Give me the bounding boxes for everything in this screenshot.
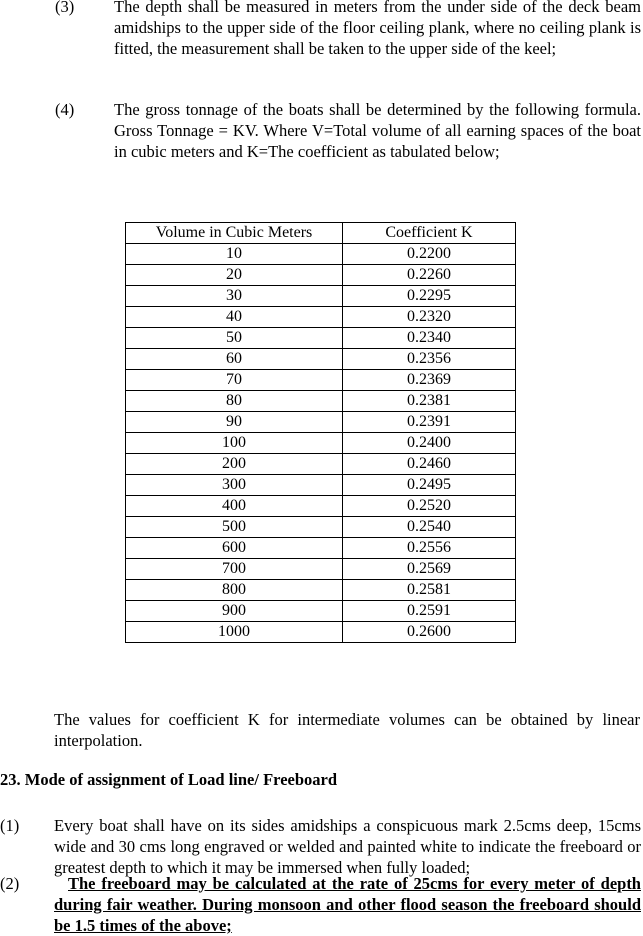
coefficient-cell: 0.2320: [343, 307, 516, 328]
coefficient-cell: 0.2520: [343, 496, 516, 517]
coefficient-cell: 0.2569: [343, 559, 516, 580]
coefficient-cell: 0.2581: [343, 580, 516, 601]
volume-cell: 40: [126, 307, 343, 328]
column-header-volume: Volume in Cubic Meters: [126, 223, 343, 244]
section-23-heading: 23. Mode of assignment of Load line/ Freeboard: [0, 770, 338, 789]
coefficient-cell: 0.2400: [343, 433, 516, 454]
volume-cell: 30: [126, 286, 343, 307]
volume-cell: 800: [126, 580, 343, 601]
coefficient-cell: 0.2369: [343, 370, 516, 391]
volume-cell: 10: [126, 244, 343, 265]
interpolation-note: The values for coefficient K for intermediate volumes can be obtained by linear interpolation.: [54, 710, 640, 750]
volume-cell: 50: [126, 328, 343, 349]
volume-cell: 100: [126, 433, 343, 454]
coefficient-cell: 0.2200: [343, 244, 516, 265]
table-row: [126, 454, 516, 475]
table-row: [126, 433, 516, 454]
table-row: [126, 286, 516, 307]
table-row: [126, 244, 516, 265]
table-row: [126, 496, 516, 517]
coefficient-cell: 0.2591: [343, 601, 516, 622]
coefficient-cell: 0.2600: [343, 622, 516, 643]
coefficient-cell: 0.2356: [343, 349, 516, 370]
coefficient-cell: 0.2391: [343, 412, 516, 433]
volume-cell: 300: [126, 475, 343, 496]
coefficient-table: [125, 222, 516, 643]
table-row: [126, 580, 516, 601]
item-2-number: (2): [0, 874, 20, 893]
volume-cell: 90: [126, 412, 343, 433]
coefficient-cell: 0.2340: [343, 328, 516, 349]
volume-cell: 80: [126, 391, 343, 412]
coefficient-cell: 0.2540: [343, 517, 516, 538]
volume-cell: 400: [126, 496, 343, 517]
item-1-number: (1): [0, 816, 20, 835]
table-body: [126, 244, 516, 643]
volume-cell: 70: [126, 370, 343, 391]
table-row: [126, 601, 516, 622]
table-row: [126, 538, 516, 559]
table-row: [126, 349, 516, 370]
table-row: [126, 328, 516, 349]
volume-cell: 60: [126, 349, 343, 370]
table-row: [126, 307, 516, 328]
volume-cell: 500: [126, 517, 343, 538]
clause-4-text: The gross tonnage of the boats shall be determined by the following formula. Gross Tonnage = KV. Where V=Total volume of all earning spaces of the boat in cubic meters and K=The coefficient as tabulated below;: [114, 100, 641, 161]
volume-cell: 1000: [126, 622, 343, 643]
table-row: [126, 559, 516, 580]
table-row: [126, 370, 516, 391]
column-header-coefficient: Coefficient K: [343, 223, 516, 244]
volume-cell: 900: [126, 601, 343, 622]
item-2-text: The freeboard may be calculated at the rate of 25cms for every meter of depth during fair weather. During monsoon and other flood season the freeboard should be 1.5 times of the above;: [54, 874, 641, 935]
volume-cell: 200: [126, 454, 343, 475]
table-row: [126, 265, 516, 286]
table-header-row: [126, 223, 516, 244]
table-row: [126, 412, 516, 433]
volume-cell: 700: [126, 559, 343, 580]
table-row: [126, 391, 516, 412]
table-row: [126, 622, 516, 643]
coefficient-cell: 0.2495: [343, 475, 516, 496]
table-row: [126, 475, 516, 496]
clause-4-number: (4): [55, 100, 75, 119]
coefficient-cell: 0.2295: [343, 286, 516, 307]
coefficient-cell: 0.2556: [343, 538, 516, 559]
coefficient-cell: 0.2260: [343, 265, 516, 286]
volume-cell: 600: [126, 538, 343, 559]
clause-3-text: The depth shall be measured in meters from the under side of the deck beam amidships to the upper side of the floor ceiling plank, where no ceiling plank is fitted, the measurement shall be taken to the upper side of the keel;: [114, 0, 641, 58]
table-row: [126, 517, 516, 538]
coefficient-cell: 0.2381: [343, 391, 516, 412]
volume-cell: 20: [126, 265, 343, 286]
clause-3-number: (3): [55, 0, 75, 16]
item-1-text: Every boat shall have on its sides amidships a conspicuous mark 2.5cms deep, 15cms wide and 30 cms long engraved or welded and painted white to indicate the freeboard or greatest depth to which it may be immersed when fully loaded;: [54, 816, 641, 877]
coefficient-cell: 0.2460: [343, 454, 516, 475]
